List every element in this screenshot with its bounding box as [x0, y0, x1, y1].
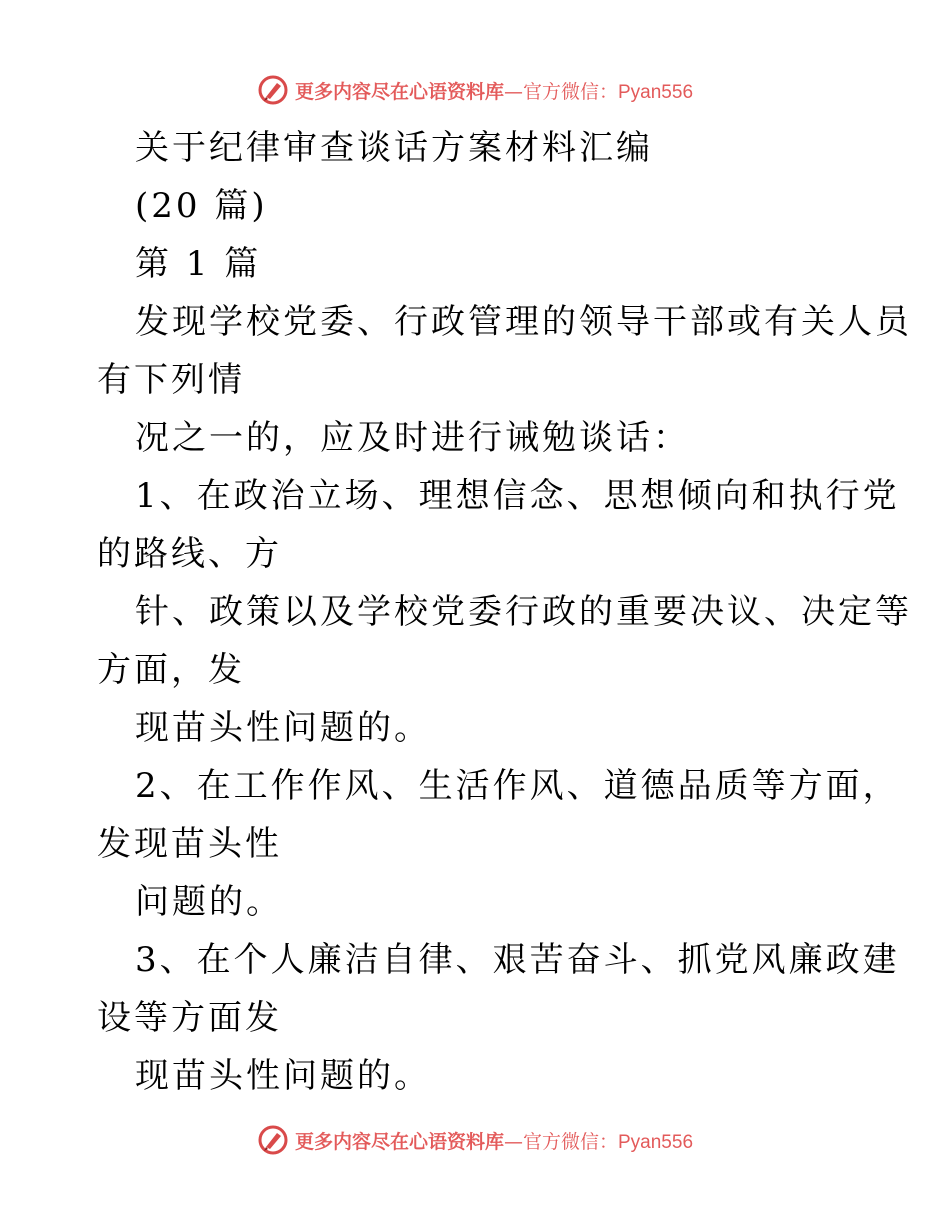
paragraph-line: 现苗头性问题的。 — [135, 708, 431, 748]
banner-separator: — — [503, 80, 523, 103]
banner-brand: 更多内容尽在心语资料库 — [294, 80, 504, 103]
banner-content — [257, 1124, 693, 1156]
document-count: (20 篇) — [135, 186, 268, 226]
paragraph-line: 1、在政治立场、理想信念、思想倾向和执行党 — [135, 476, 900, 516]
banner-wechat-id: Pyan556 — [618, 81, 694, 103]
paragraph-line: 方面，发 — [97, 650, 245, 690]
banner-text — [295, 1127, 693, 1154]
section-heading: 第 1 篇 — [135, 244, 262, 284]
banner-wechat-id: Pyan556 — [618, 1131, 694, 1153]
paragraph-line: 2、在工作作风、生活作风、道德品质等方面， — [135, 766, 900, 806]
paragraph-line: 问题的。 — [135, 882, 283, 922]
paragraph-line: 现苗头性问题的。 — [135, 1056, 431, 1096]
footer-banner — [0, 1122, 950, 1158]
paragraph-line: 设等方面发 — [97, 998, 282, 1038]
paragraph-line: 有下列情 — [97, 360, 245, 400]
banner-wechat-label: 官方微信： — [522, 1130, 618, 1153]
banner-content — [257, 74, 693, 106]
banner-wechat-label: 官方微信： — [522, 80, 618, 103]
pen-logo-icon — [257, 1124, 289, 1156]
banner-brand: 更多内容尽在心语资料库 — [294, 1130, 504, 1153]
paragraph-line: 发现学校党委、行政管理的领导干部或有关人员 — [135, 302, 912, 342]
paragraph-line: 发现苗头性 — [97, 824, 282, 864]
paragraph-line: 3、在个人廉洁自律、艰苦奋斗、抓党风廉政建 — [135, 940, 900, 980]
paragraph-line: 针、政策以及学校党委行政的重要决议、决定等 — [135, 592, 912, 632]
paragraph-line: 的路线、方 — [97, 534, 282, 574]
paragraph-line: 况之一的，应及时进行诫勉谈话： — [135, 418, 690, 458]
banner-text — [295, 77, 693, 104]
banner-separator: — — [503, 1130, 523, 1153]
document-title: 关于纪律审查谈话方案材料汇编 — [135, 128, 653, 168]
header-banner — [0, 72, 950, 108]
pen-logo-icon — [257, 74, 289, 106]
